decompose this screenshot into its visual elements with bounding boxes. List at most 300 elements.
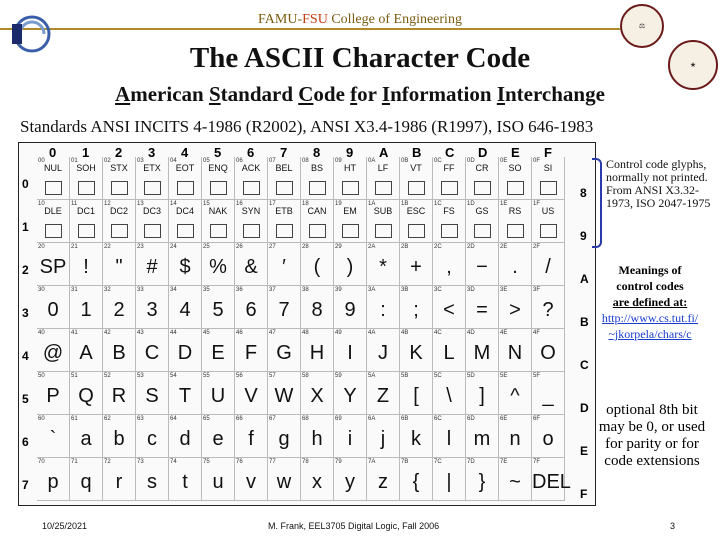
ascii-cell bbox=[235, 329, 268, 372]
cell-character: k bbox=[411, 428, 421, 450]
ascii-cell bbox=[499, 372, 532, 415]
ascii-cell bbox=[499, 458, 532, 501]
ascii-cell bbox=[202, 372, 235, 415]
control-glyph-icon bbox=[441, 224, 458, 238]
cell-character: G bbox=[276, 342, 292, 364]
cell-character: , bbox=[446, 256, 452, 278]
cell-character: @ bbox=[42, 342, 64, 364]
cell-code: 7E bbox=[500, 459, 508, 465]
cell-code: 29 bbox=[335, 244, 342, 250]
ascii-cell bbox=[202, 200, 235, 243]
right-row-label: 9 bbox=[580, 229, 587, 243]
ascii-cell bbox=[466, 157, 499, 200]
ascii-cell bbox=[532, 458, 571, 501]
subtitle-word: Interchange bbox=[496, 82, 605, 106]
ascii-cell bbox=[367, 329, 400, 372]
ascii-cell bbox=[37, 415, 70, 458]
column-header: 6 bbox=[247, 145, 255, 160]
cell-character: 4 bbox=[179, 299, 191, 321]
cell-character: ACK bbox=[241, 163, 261, 173]
column-header: 8 bbox=[313, 145, 321, 160]
cell-code: 5E bbox=[500, 373, 508, 379]
cell-character: ` bbox=[49, 428, 57, 450]
cell-character: o bbox=[542, 428, 554, 450]
column-header: B bbox=[412, 145, 422, 160]
cell-character: P bbox=[46, 385, 60, 407]
ascii-cell bbox=[367, 372, 400, 415]
org-famu: FAMU- bbox=[258, 12, 303, 27]
cell-code: 41 bbox=[71, 330, 78, 336]
footer-course: M. Frank, EEL3705 Digital Logic, Fall 2006 bbox=[268, 521, 440, 531]
cell-character: SYN bbox=[241, 206, 261, 216]
column-header: 4 bbox=[181, 145, 189, 160]
ascii-cell bbox=[334, 458, 367, 501]
cell-code: 12 bbox=[104, 201, 111, 207]
cell-code: 05 bbox=[203, 158, 210, 164]
cell-code: 31 bbox=[71, 287, 78, 293]
cell-character: ? bbox=[542, 299, 554, 321]
ascii-cell bbox=[235, 372, 268, 415]
cell-code: 0C bbox=[434, 158, 442, 164]
ascii-cell bbox=[334, 157, 367, 200]
cell-code: 6B bbox=[401, 416, 409, 422]
cell-character: [ bbox=[413, 385, 419, 407]
ascii-cell bbox=[268, 157, 301, 200]
cell-code: 1E bbox=[500, 201, 508, 207]
ascii-cell bbox=[532, 329, 565, 372]
row-header: 7 bbox=[22, 478, 29, 492]
cell-character: VT bbox=[410, 163, 422, 173]
cell-character: U bbox=[210, 385, 226, 407]
cell-character: GS bbox=[475, 206, 489, 216]
cell-character: " bbox=[115, 256, 123, 278]
column-header: 1 bbox=[82, 145, 90, 160]
ascii-cell bbox=[202, 243, 235, 286]
cell-character: ) bbox=[346, 256, 354, 278]
ascii-cell bbox=[400, 372, 433, 415]
right-row-label: C bbox=[580, 358, 589, 372]
ascii-cell bbox=[268, 200, 301, 243]
ascii-cell bbox=[400, 415, 433, 458]
cell-code: 5B bbox=[401, 373, 409, 379]
cell-character: SI bbox=[543, 163, 553, 173]
ascii-cell bbox=[499, 243, 532, 286]
cell-character: SUB bbox=[373, 206, 393, 216]
cell-code: 51 bbox=[71, 373, 78, 379]
control-codes-link[interactable]: http://www.cs.tut.fi/~jkorpela/chars/c bbox=[601, 311, 699, 341]
cell-character: T bbox=[178, 385, 192, 407]
cell-code: 53 bbox=[137, 373, 144, 379]
ascii-cell bbox=[499, 329, 532, 372]
cell-code: 2C bbox=[434, 244, 442, 250]
control-glyph-icon bbox=[45, 224, 62, 238]
cell-character: US bbox=[541, 206, 555, 216]
ascii-cell bbox=[37, 200, 70, 243]
ascii-cell bbox=[37, 286, 70, 329]
cell-character: DLE bbox=[44, 206, 62, 216]
control-glyph-icon bbox=[243, 181, 260, 195]
ascii-cell bbox=[235, 243, 268, 286]
cell-character: EOT bbox=[175, 163, 195, 173]
cell-code: 24 bbox=[170, 244, 177, 250]
cell-character: q bbox=[80, 471, 92, 493]
ascii-cell bbox=[37, 372, 70, 415]
cell-character: ′ bbox=[282, 256, 286, 278]
ascii-cell bbox=[202, 157, 235, 200]
cell-character: X bbox=[310, 385, 324, 407]
cell-code: 2B bbox=[401, 244, 409, 250]
cell-code: 3D bbox=[467, 287, 475, 293]
cell-code: 15 bbox=[203, 201, 210, 207]
ascii-cell bbox=[301, 415, 334, 458]
footer-page: 3 bbox=[670, 521, 676, 531]
cell-code: 3F bbox=[533, 287, 541, 293]
cell-code: 7C bbox=[434, 459, 442, 465]
control-glyph-icon bbox=[177, 181, 194, 195]
ascii-cell bbox=[202, 329, 235, 372]
ascii-cell bbox=[466, 372, 499, 415]
right-row-label: E bbox=[580, 444, 589, 458]
cell-character: v bbox=[246, 471, 256, 493]
row-header: 2 bbox=[22, 263, 29, 277]
cell-character: 6 bbox=[245, 299, 257, 321]
cell-character: x bbox=[312, 471, 322, 493]
ascii-cell bbox=[532, 200, 565, 243]
cell-character: I bbox=[347, 342, 353, 364]
ascii-cell bbox=[235, 286, 268, 329]
ascii-cell bbox=[37, 329, 70, 372]
cell-character: w bbox=[276, 471, 292, 493]
cell-code: 10 bbox=[38, 201, 45, 207]
control-glyph-icon bbox=[177, 224, 194, 238]
ascii-cell bbox=[301, 372, 334, 415]
control-glyph-icon bbox=[78, 224, 95, 238]
ascii-cell bbox=[433, 286, 466, 329]
cell-code: 16 bbox=[236, 201, 243, 207]
ascii-cell bbox=[334, 415, 367, 458]
cell-code: 58 bbox=[302, 373, 309, 379]
cell-character: e bbox=[212, 428, 224, 450]
cell-code: 75 bbox=[203, 459, 210, 465]
control-glyph-icon bbox=[243, 224, 260, 238]
cell-code: 32 bbox=[104, 287, 111, 293]
cell-code: 79 bbox=[335, 459, 342, 465]
cell-character: 9 bbox=[344, 299, 356, 321]
cell-character: d bbox=[179, 428, 191, 450]
cell-code: 55 bbox=[203, 373, 210, 379]
column-header: 9 bbox=[346, 145, 354, 160]
cell-character: t bbox=[182, 471, 188, 493]
control-glyph-icon bbox=[342, 224, 359, 238]
cell-code: 5F bbox=[533, 373, 541, 379]
ascii-cell bbox=[367, 243, 400, 286]
control-glyph-icon bbox=[276, 181, 293, 195]
ascii-cell bbox=[268, 243, 301, 286]
cell-code: 2D bbox=[467, 244, 475, 250]
cell-code: 19 bbox=[335, 201, 342, 207]
control-glyph-note: Control code glyphs, normally not printed. From ANSI X3.32-1973, ISO 2047-1975 bbox=[606, 157, 711, 210]
cell-code: 56 bbox=[236, 373, 243, 379]
cell-character: ETX bbox=[143, 163, 161, 173]
ascii-cell bbox=[169, 372, 202, 415]
ascii-cell bbox=[400, 286, 433, 329]
cell-character: CAN bbox=[307, 206, 327, 216]
cell-character: K bbox=[409, 342, 423, 364]
cell-character: F bbox=[244, 342, 258, 364]
cell-code: 66 bbox=[236, 416, 243, 422]
control-glyph-icon bbox=[540, 224, 557, 238]
ascii-cell bbox=[334, 286, 367, 329]
cell-character: g bbox=[278, 428, 290, 450]
cell-code: 77 bbox=[269, 459, 276, 465]
cell-character: SP bbox=[39, 256, 67, 278]
cell-character: & bbox=[244, 256, 258, 278]
cell-code: 07 bbox=[269, 158, 276, 164]
cell-character: f bbox=[248, 428, 254, 450]
cell-character: SO bbox=[508, 163, 522, 173]
cell-character: A bbox=[79, 342, 93, 364]
cell-code: 39 bbox=[335, 287, 342, 293]
cell-code: 34 bbox=[170, 287, 177, 293]
ascii-cell bbox=[136, 200, 169, 243]
cell-code: 69 bbox=[335, 416, 342, 422]
ascii-cell bbox=[433, 329, 466, 372]
cell-character: L bbox=[443, 342, 455, 364]
cell-character: BS bbox=[310, 163, 323, 173]
control-glyph-icon bbox=[507, 181, 524, 195]
cell-code: 0A bbox=[368, 158, 376, 164]
cell-character: Y bbox=[343, 385, 357, 407]
control-glyph-icon bbox=[144, 224, 161, 238]
cell-code: 74 bbox=[170, 459, 177, 465]
cell-character: H bbox=[309, 342, 325, 364]
ascii-cell bbox=[70, 415, 103, 458]
meanings-line-2: control codes bbox=[616, 279, 684, 293]
ascii-cell bbox=[136, 286, 169, 329]
cell-code: 47 bbox=[269, 330, 276, 336]
cell-character: n bbox=[509, 428, 521, 450]
ascii-cell bbox=[103, 200, 136, 243]
ascii-cell bbox=[466, 329, 499, 372]
cell-code: 67 bbox=[269, 416, 276, 422]
org-name bbox=[0, 12, 720, 28]
cell-code: 44 bbox=[170, 330, 177, 336]
ascii-cell bbox=[103, 372, 136, 415]
cell-character: V bbox=[244, 385, 258, 407]
ascii-cell bbox=[169, 200, 202, 243]
header-bar bbox=[0, 0, 720, 40]
cell-character: FF bbox=[443, 163, 455, 173]
ascii-cell bbox=[268, 286, 301, 329]
cell-character: CR bbox=[475, 163, 489, 173]
cell-code: 33 bbox=[137, 287, 144, 293]
cell-code: 49 bbox=[335, 330, 342, 336]
cell-character: h bbox=[311, 428, 323, 450]
cell-code: 03 bbox=[137, 158, 144, 164]
cell-character: STX bbox=[110, 163, 128, 173]
cell-character: DC3 bbox=[142, 206, 161, 216]
cell-code: 6D bbox=[467, 416, 475, 422]
cell-code: 3E bbox=[500, 287, 508, 293]
meanings-note bbox=[600, 262, 700, 342]
cell-code: 1D bbox=[467, 201, 475, 207]
cell-code: 50 bbox=[38, 373, 45, 379]
control-glyph-icon bbox=[111, 181, 128, 195]
control-glyph-icon bbox=[408, 181, 425, 195]
ascii-cell bbox=[400, 200, 433, 243]
cell-code: 3B bbox=[401, 287, 409, 293]
cell-code: 46 bbox=[236, 330, 243, 336]
control-glyph-icon bbox=[441, 181, 458, 195]
cell-code: 43 bbox=[137, 330, 144, 336]
ascii-cell bbox=[400, 458, 433, 501]
cell-character: y bbox=[345, 471, 355, 493]
ascii-cell bbox=[70, 372, 103, 415]
cell-code: 54 bbox=[170, 373, 177, 379]
cell-code: 70 bbox=[38, 459, 45, 465]
cell-code: 63 bbox=[137, 416, 144, 422]
optional-bit-note: optional 8th bit may be 0, or used for parity or for code extensions bbox=[598, 402, 706, 469]
cell-character: ( bbox=[313, 256, 321, 278]
cell-code: 7A bbox=[368, 459, 376, 465]
cell-character: 0 bbox=[47, 299, 59, 321]
cell-character: ! bbox=[83, 256, 89, 278]
famu-seal-icon: ⚖ bbox=[620, 4, 664, 48]
ascii-cell bbox=[367, 286, 400, 329]
cell-code: 61 bbox=[71, 416, 78, 422]
slide-subtitle bbox=[0, 82, 720, 107]
cell-character: ENQ bbox=[208, 163, 228, 173]
cell-code: 01 bbox=[71, 158, 78, 164]
cell-character: W bbox=[274, 385, 294, 407]
cell-character: ] bbox=[479, 385, 485, 407]
fsu-seal-icon: ★ bbox=[668, 40, 718, 90]
cell-character: c bbox=[147, 428, 157, 450]
ascii-cell bbox=[499, 200, 532, 243]
ascii-cell bbox=[136, 243, 169, 286]
control-glyph-icon bbox=[309, 181, 326, 195]
subtitle-word: Standard bbox=[208, 82, 299, 106]
cell-code: 68 bbox=[302, 416, 309, 422]
cell-character: B bbox=[112, 342, 126, 364]
ascii-cell bbox=[136, 415, 169, 458]
right-row-label: D bbox=[580, 401, 589, 415]
cell-character: p bbox=[47, 471, 59, 493]
ascii-cell bbox=[532, 415, 565, 458]
cell-character: DC2 bbox=[109, 206, 128, 216]
ascii-cell bbox=[301, 329, 334, 372]
cell-code: 1C bbox=[434, 201, 442, 207]
cell-character: % bbox=[209, 256, 227, 278]
ascii-cell bbox=[136, 157, 169, 200]
ascii-cell bbox=[136, 329, 169, 372]
cell-code: 5D bbox=[467, 373, 475, 379]
ascii-cell bbox=[235, 157, 268, 200]
column-header: 3 bbox=[148, 145, 156, 160]
ascii-cell bbox=[466, 243, 499, 286]
ascii-cell bbox=[499, 157, 532, 200]
right-row-label: 8 bbox=[580, 186, 587, 200]
cell-code: 64 bbox=[170, 416, 177, 422]
cell-code: 17 bbox=[269, 201, 276, 207]
cell-code: 38 bbox=[302, 287, 309, 293]
subtitle-word: American bbox=[115, 82, 209, 106]
cell-code: 14 bbox=[170, 201, 177, 207]
cell-character: 3 bbox=[146, 299, 158, 321]
column-header: 5 bbox=[214, 145, 222, 160]
meanings-line-3: are defined at: bbox=[612, 295, 688, 309]
org-college: College of Engineering bbox=[327, 12, 462, 27]
control-glyph-icon bbox=[540, 181, 557, 195]
control-glyph-icon bbox=[210, 181, 227, 195]
column-header: 0 bbox=[49, 145, 57, 160]
ascii-cell bbox=[268, 329, 301, 372]
cell-character: + bbox=[410, 256, 422, 278]
ascii-cell bbox=[433, 458, 466, 501]
cell-character: R bbox=[111, 385, 127, 407]
control-glyph-icon bbox=[111, 224, 128, 238]
footer-date: 10/25/2021 bbox=[42, 521, 88, 531]
cell-character: m bbox=[473, 428, 491, 450]
ascii-cell bbox=[70, 157, 103, 200]
ascii-cell bbox=[37, 243, 70, 286]
ascii-cell bbox=[169, 286, 202, 329]
cell-character: SOH bbox=[76, 163, 96, 173]
cell-code: 40 bbox=[38, 330, 45, 336]
row-header: 3 bbox=[22, 306, 29, 320]
subtitle-word: Information bbox=[381, 82, 497, 106]
ascii-cell bbox=[466, 200, 499, 243]
ascii-cell bbox=[169, 415, 202, 458]
ascii-cell bbox=[301, 200, 334, 243]
ascii-cell bbox=[169, 243, 202, 286]
ascii-cell bbox=[334, 243, 367, 286]
cell-code: 21 bbox=[71, 244, 78, 250]
column-header: D bbox=[478, 145, 488, 160]
cell-character: i bbox=[347, 428, 353, 450]
ascii-cell bbox=[532, 372, 565, 415]
cell-code: 09 bbox=[335, 158, 342, 164]
ascii-cell bbox=[400, 157, 433, 200]
control-glyph-icon bbox=[507, 224, 524, 238]
ascii-cell bbox=[532, 157, 565, 200]
cell-character: $ bbox=[179, 256, 191, 278]
cell-code: 65 bbox=[203, 416, 210, 422]
cell-code: 7D bbox=[467, 459, 475, 465]
control-glyph-icon bbox=[309, 224, 326, 238]
ascii-cell bbox=[103, 329, 136, 372]
ascii-cell bbox=[103, 415, 136, 458]
cell-character: b bbox=[113, 428, 125, 450]
cell-code: 73 bbox=[137, 459, 144, 465]
cell-character: : bbox=[380, 299, 386, 321]
cell-code: 6A bbox=[368, 416, 376, 422]
cell-code: 57 bbox=[269, 373, 276, 379]
cell-code: 22 bbox=[104, 244, 111, 250]
control-glyph-icon bbox=[375, 181, 392, 195]
cell-code: 1B bbox=[401, 201, 409, 207]
ascii-cell bbox=[70, 458, 103, 501]
cell-code: 37 bbox=[269, 287, 276, 293]
cell-code: 6E bbox=[500, 416, 508, 422]
ascii-cell bbox=[334, 329, 367, 372]
cell-character: ~ bbox=[509, 471, 521, 493]
right-row-label: B bbox=[580, 315, 589, 329]
ascii-cell bbox=[169, 329, 202, 372]
column-header: 2 bbox=[115, 145, 123, 160]
cell-character: N bbox=[507, 342, 523, 364]
cell-code: 72 bbox=[104, 459, 111, 465]
